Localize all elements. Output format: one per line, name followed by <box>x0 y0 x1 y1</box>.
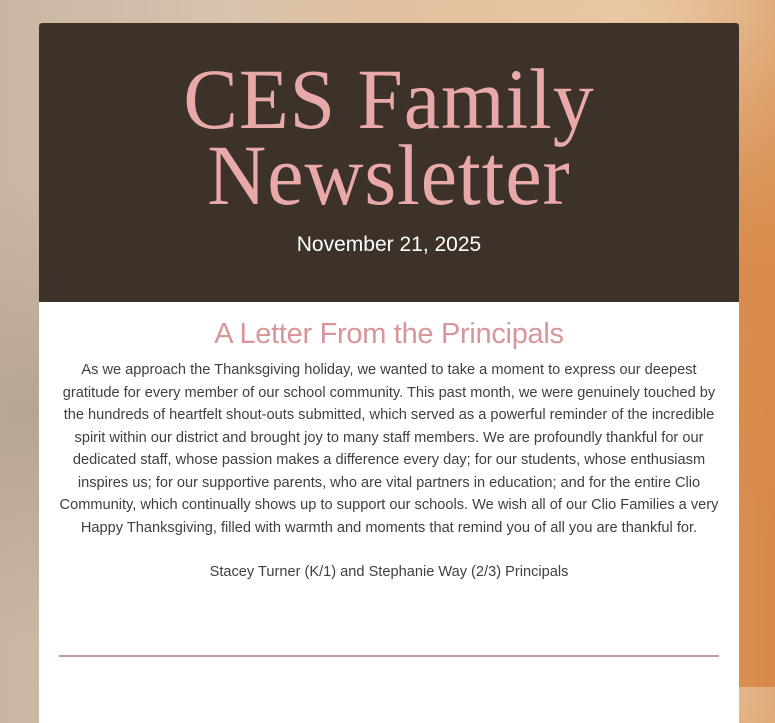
principals-letter-section <box>39 302 739 584</box>
newsletter-date: November 21, 2025 <box>296 233 482 256</box>
title-line-1: CES Family <box>183 51 595 147</box>
newsletter-title <box>57 51 722 223</box>
title-line-2: Newsletter <box>207 127 571 223</box>
newsletter-header <box>39 23 739 302</box>
section-heading: A Letter From the Principals <box>214 318 564 350</box>
letter-signature: Stacey Turner (K/1) and Stephanie Way (2/3) Principals <box>209 564 569 580</box>
letter-body: As we approach the Thanksgiving holiday, we wanted to take a moment to express our deepest gratitude for every member of our school community. This past month, we were genuinely touched by the hundreds of heartfelt shout-outs submitted, which served as a powerful reminder of the incredible spirit within our district and brought joy to many staff members. We are profoundly thankful for our dedicated staff, whose passion makes a difference every day; for our students, whose enthusiasm inspires us; for our supportive parents, who are vital partners in education; and for the entire Clio Community, which continually shows up to support our schools. We wish all of our Clio Families a very Happy Thanksgiving, filled with warmth and moments that remind you of all you are thankful for. <box>59 362 719 536</box>
section-divider <box>59 655 719 657</box>
newsletter-card <box>39 23 739 723</box>
